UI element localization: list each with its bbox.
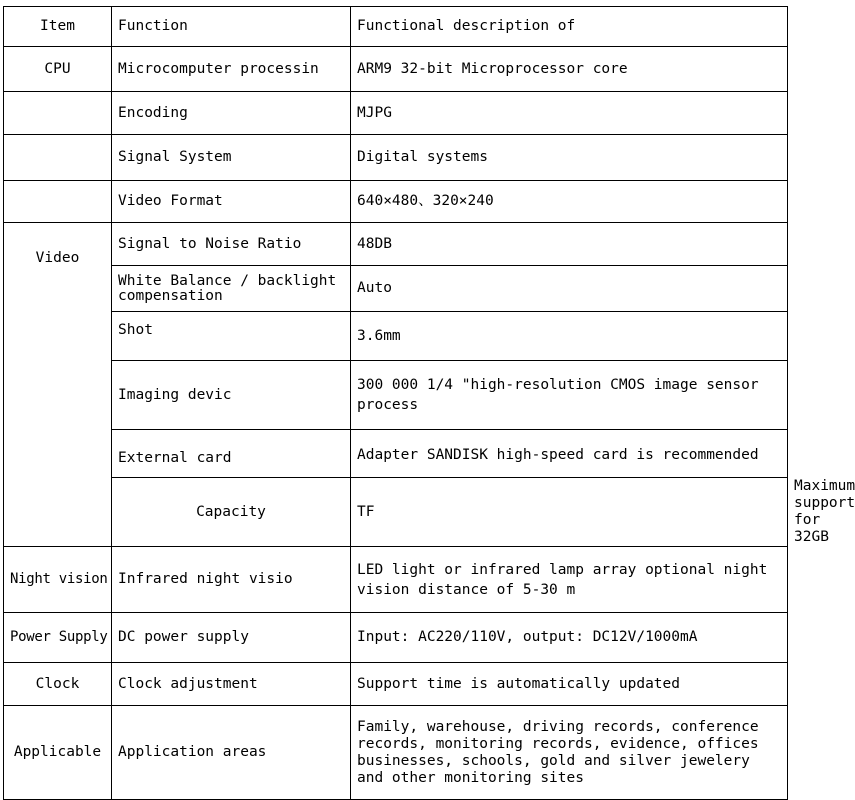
table-row (4, 266, 788, 312)
item-cell: Night vision (4, 547, 112, 613)
function-cell: Application areas (112, 706, 351, 800)
function-cell: Clock adjustment (112, 663, 351, 706)
item-cell (4, 135, 112, 181)
function-cell: DC power supply (112, 613, 351, 663)
description-cell: 640×480、320×240 (351, 181, 788, 223)
description-cell: ARM9 32-bit Microprocessor core (351, 47, 788, 92)
description-cell: Auto (351, 266, 788, 312)
item-cell: Power Supply (4, 613, 112, 663)
table-row (4, 92, 788, 135)
function-cell: TF (351, 478, 788, 547)
function-cell: Infrared night visio (112, 547, 351, 613)
description-cell: 3.6mm (351, 312, 788, 361)
function-cell: Imaging devic (112, 361, 351, 430)
table-row (4, 430, 788, 478)
table-row (4, 47, 788, 92)
description-cell: 300 000 1/4 "high-resolution CMOS image sensor process (351, 361, 788, 430)
description-cell: 48DB (351, 223, 788, 266)
description-cell: Adapter SANDISK high-speed card is recommended (351, 430, 788, 478)
function-cell: Signal to Noise Ratio (112, 223, 351, 266)
function-cell: External card (112, 430, 351, 478)
description-cell: Support time is automatically updated (351, 663, 788, 706)
item-cell (4, 181, 112, 223)
description-cell: Family, warehouse, driving records, conference records, monitoring records, evidence, offices businesses, schools, gold and silver jewelery and other monitoring sites (351, 706, 788, 800)
table-row (4, 181, 788, 223)
table-row (4, 135, 788, 181)
function-cell: Video Format (112, 181, 351, 223)
table-row: Capacity TF Maximum support for 32GB (4, 478, 788, 547)
function-cell: Microcomputer processin (112, 47, 351, 92)
description-cell: Digital systems (351, 135, 788, 181)
item-cell (4, 92, 112, 135)
table-row (4, 312, 788, 361)
function-cell: Shot (112, 312, 351, 361)
description-cell: Input: AC220/110V, output: DC12V/1000mA (351, 613, 788, 663)
item-cell-video: Video (4, 223, 112, 547)
function-cell: Encoding (112, 92, 351, 135)
header-function: Function (112, 7, 351, 47)
description-cell: LED light or infrared lamp array optional night vision distance of 5-30 m (351, 547, 788, 613)
table-row (4, 663, 788, 706)
description-cell: MJPG (351, 92, 788, 135)
item-cell: Capacity (112, 478, 351, 547)
table-row (4, 706, 788, 800)
item-cell: CPU (4, 47, 112, 92)
item-cell: Clock (4, 663, 112, 706)
table-row (4, 223, 788, 266)
function-cell: Signal System (112, 135, 351, 181)
spec-table (3, 6, 855, 800)
function-cell: White Balance / backlight compensation (112, 266, 351, 312)
table-row (4, 547, 788, 613)
header-row (4, 7, 788, 47)
item-cell: Applicable (4, 706, 112, 800)
table-row (4, 613, 788, 663)
header-item: Item (4, 7, 112, 47)
table-row (4, 361, 788, 430)
header-description: Functional description of (351, 7, 788, 47)
